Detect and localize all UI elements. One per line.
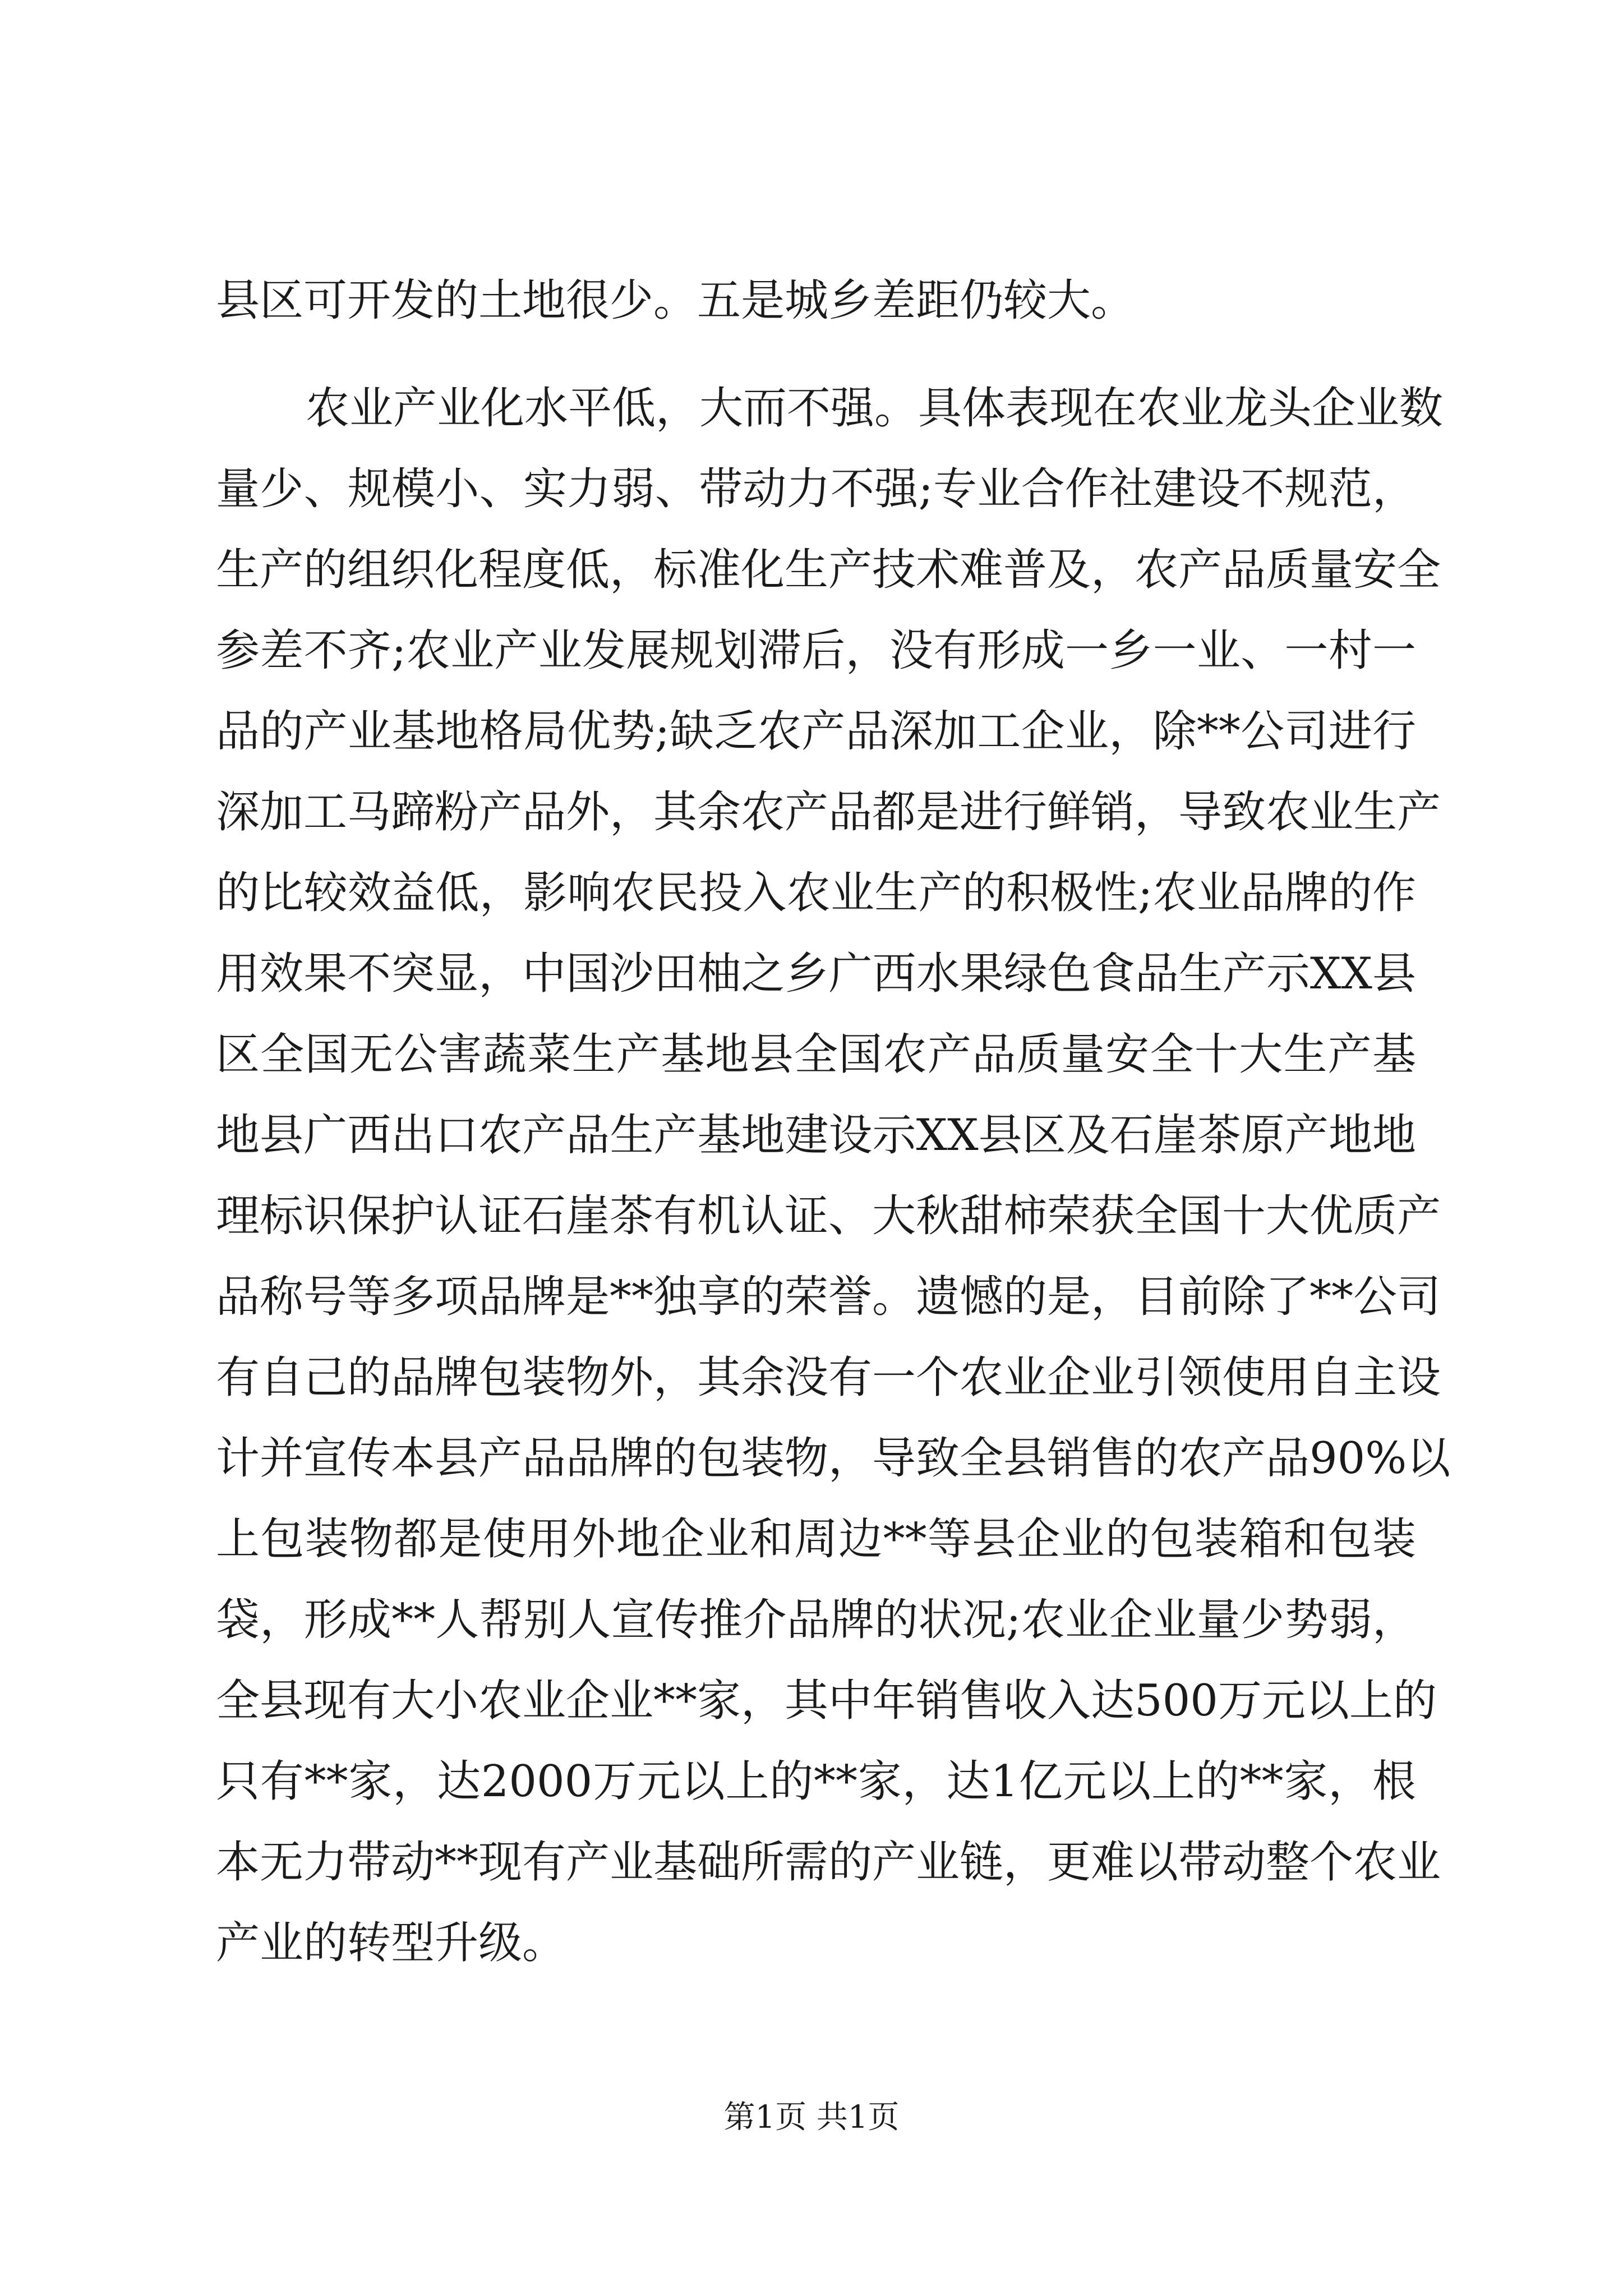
text-line: 地县广西出口农产品生产基地建设示XX县区及石崖茶原产地地	[216, 1110, 1416, 1161]
text-line: 品称号等多项品牌是**独享的荣誉。遗憾的是，目前除了**公司	[216, 1272, 1441, 1322]
text-line: 深加工马蹄粉产品外，其余农产品都是进行鲜销，导致农业生产	[216, 787, 1441, 838]
text-line: 生产的组织化程度低，标准化生产技术难普及，农产品质量安全	[216, 545, 1441, 595]
text-line: 量少、规模小、实力弱、带动力不强;专业合作社建设不规范，	[216, 464, 1416, 514]
text-line: 有自己的品牌包装物外，其余没有一个农业企业引领使用自主设	[216, 1352, 1441, 1403]
text-line: 袋，形成**人帮别人宣传推介品牌的状况;农业企业量少势弱，	[216, 1595, 1416, 1645]
text-line: 上包装物都是使用外地企业和周边**等县企业的包装箱和包装	[216, 1514, 1416, 1565]
text-line: 区全国无公害蔬菜生产基地县全国农产品质量安全十大生产基	[216, 1029, 1416, 1080]
text-line: 计并宣传本县产品品牌的包装物，导致全县销售的农产品90%以	[216, 1433, 1451, 1484]
text-line: 用效果不突显，中国沙田柚之乡广西水果绿色食品生产示XX县	[216, 949, 1416, 999]
text-line: 产业的转型升级。	[216, 1918, 566, 1968]
text-line: 本无力带动**现有产业基础所需的产业链，更难以带动整个农业	[216, 1837, 1441, 1888]
text-line: 全县现有大小农业企业**家，其中年销售收入达500万元以上的	[216, 1676, 1437, 1726]
text-line: 品的产业基地格局优势;缺乏农产品深加工企业，除**公司进行	[216, 706, 1416, 757]
text-line: 农业产业化水平低，大而不强。具体表现在农业龙头企业数	[306, 383, 1444, 434]
page-footer: 第1页 共1页	[723, 2099, 900, 2136]
text-line: 的比较效益低，影响农民投入农业生产的积极性;农业品牌的作	[216, 868, 1416, 918]
text-line: 只有**家，达2000万元以上的**家，达1亿元以上的**家，根	[216, 1756, 1416, 1807]
text-line: 参差不齐;农业产业发展规划滞后，没有形成一乡一业、一村一	[216, 625, 1416, 676]
text-line: 理标识保护认证石崖茶有机认证、大秋甜柿荣获全国十大优质产	[216, 1191, 1441, 1241]
text-line: 县区可开发的土地很少。五是城乡差距仍较大。	[216, 275, 1135, 326]
